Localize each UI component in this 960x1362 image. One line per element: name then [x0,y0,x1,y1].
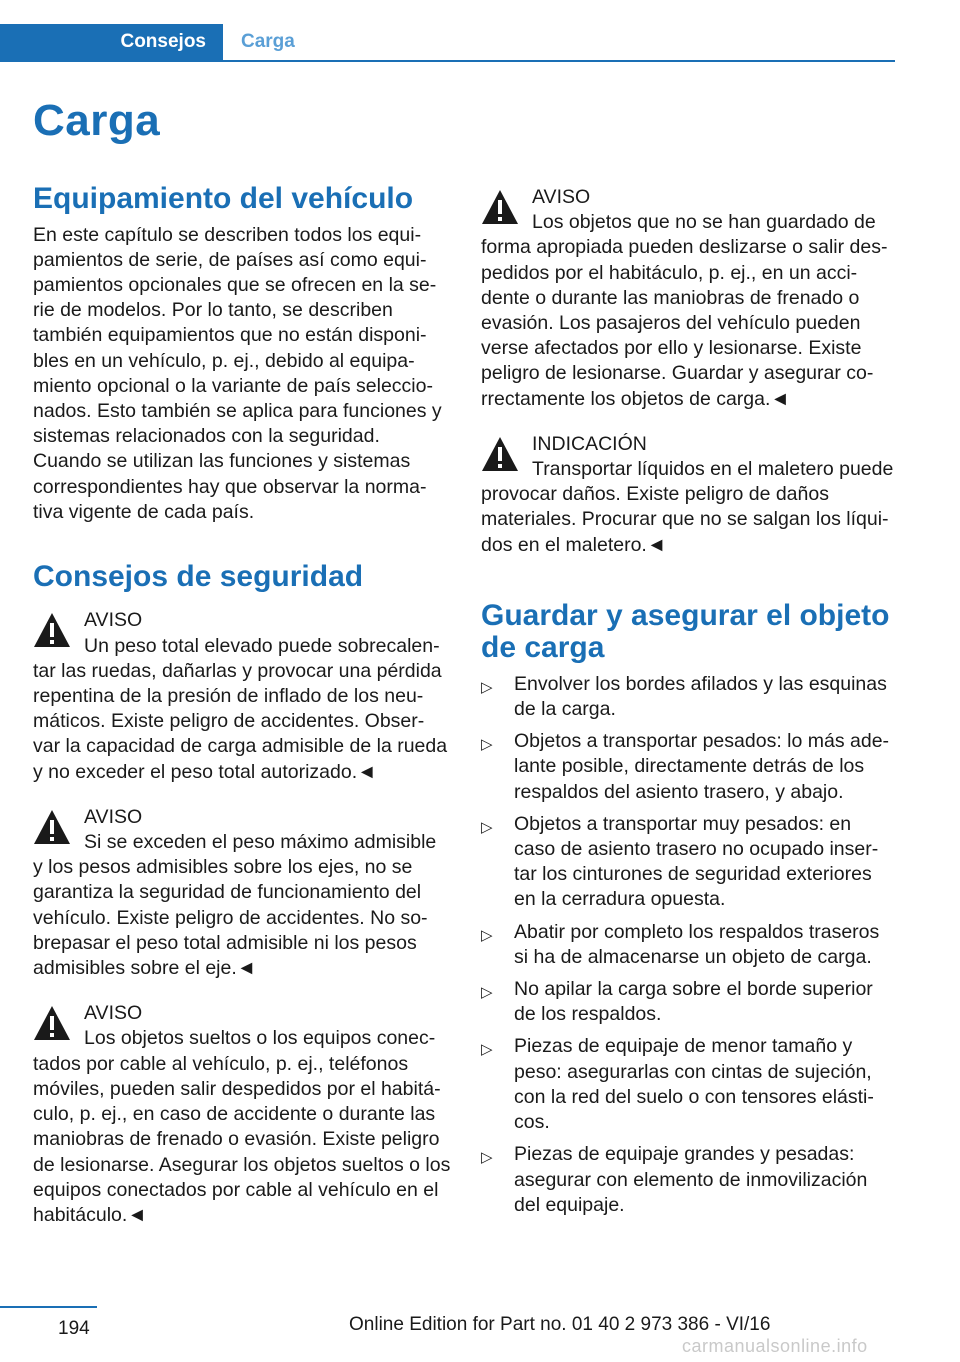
list-item-text: Objetos a transportar pesados: lo más ade-lante posible, directamente detrás de los respaldos del asiento trasero, y abajo. [514,730,890,803]
warning-text: Un peso total elevado puede sobrecalen-tar las ruedas, dañarlas y provocar una pérdida repentina de la presión de inflado de los neu-máticos. Existe peligro de accidentes. Obser-var la capacidad de carga admisible de la rueda y no exceder el peso total autorizado.◄ [33,634,448,783]
list-item-text: Abatir por completo los respaldos traseros si ha de almacenarse un objeto de carga. [514,920,880,968]
warning-block [481,185,896,412]
list-item [481,1034,896,1135]
triangle-bullet-icon: ▷ [481,678,493,696]
section-safety [33,561,451,1228]
right-column [481,185,896,1225]
warning-triangle-icon [33,809,71,845]
footer-divider [0,1306,97,1308]
list-item [481,1142,896,1218]
heading-safety: Consejos de seguridad [33,559,364,593]
warning-triangle-icon [33,612,71,648]
warning-label: AVISO [84,609,143,632]
page-number: 194 [58,1318,90,1339]
triangle-bullet-icon: ▷ [481,984,493,1002]
warning-label: AVISO [84,1002,143,1025]
list-item-text: Objetos a transportar muy pesados: en caso de asiento trasero no ocupado inser-tar los cinturones de seguridad exteriores en la cerradura opuesta. [514,812,879,911]
section-equipment [33,183,451,525]
heading-store-cargo: Guardar y asegurar el objeto de carga [481,598,890,664]
cargo-list [481,672,896,1218]
list-item [481,729,896,805]
tab-current[interactable]: Carga [241,31,295,52]
watermark: carmanualsonline.info [682,1336,868,1356]
warning-label: AVISO [84,805,143,828]
edition-text: Online Edition for Part no. 01 40 2 973 386 - VI/16 [349,1314,771,1335]
triangle-bullet-icon: ▷ [481,736,493,754]
triangle-bullet-icon: ▷ [481,1149,493,1167]
page-title: Carga [33,96,161,145]
warning-block [33,805,451,981]
warning-text: Los objetos sueltos o los equipos conec-tados por cable al vehículo, p. ej., teléfonos móviles, pueden salir despedidos por el habitá-culo, p. ej., en caso de accidente o durante las maniobras de frenado o evasión. Existe peligro de lesionarse. Asegurar los objetos sueltos o los equipos conectados por cable al vehículo en el habitáculo.◄ [33,1027,451,1226]
notice-label: INDICACIÓN [532,432,647,455]
notice-block [481,432,896,558]
list-item-text: No apilar la carga sobre el borde superior de los respaldos. [514,978,873,1026]
section-store-cargo [481,600,896,1218]
list-item [481,977,896,1027]
warning-block [33,1001,451,1228]
triangle-bullet-icon: ▷ [481,1041,493,1059]
header-bar [0,24,895,62]
warning-triangle-icon [481,436,519,472]
warning-label: AVISO [532,186,591,208]
list-item [481,920,896,970]
list-item [481,812,896,913]
left-column [33,183,451,1248]
notice-text: Transportar líquidos en el maletero puede provocar daños. Existe peligro de daños materiales. Procurar que no se salgan los líqui-dos en el maletero.◄ [481,458,894,556]
list-item-text: Envolver los bordes afilados y las esquinas de la carga. [514,672,887,721]
triangle-bullet-icon: ▷ [481,926,493,944]
warning-triangle-icon [481,189,519,225]
triangle-bullet-icon: ▷ [481,818,493,836]
warning-triangle-icon [33,1005,71,1041]
equipment-text: En este capítulo se describen todos los equi-pamientos de serie, de países así como equi-pamientos opcionales que se ofrecen en la se-rie de modelos. Por lo tanto, se describen también equipamientos que no están disponi-bles en un vehículo, p. ej., debido al equipa-miento opcional o la variante de país seleccio-nados. Esto también se aplica para funciones y sistemas relacionados con la seguridad. Cuando se utilizan las funciones y sistemas correspondientes hay que observar la norma-tiva vigente de cada país. [33,223,442,523]
tab-section[interactable]: Consejos [0,24,223,60]
list-item-text: Piezas de equipaje grandes y pesadas: asegurar con elemento de inmovilización del equipaje. [514,1143,868,1216]
list-item [481,672,896,722]
list-item-text: Piezas de equipaje de menor tamaño y peso: asegurarlas con cintas de sujeción, con la red del suelo o con tensores elásti-cos. [514,1035,874,1134]
heading-equipment: Equipamiento del vehículo [33,182,414,215]
warning-text: Si se exceden el peso máximo admisible y los pesos admisibles sobre los ejes, no se garantiza la seguridad de funcionamiento del vehículo. Existe peligro de accidentes. No so-brepasar el peso total admisible ni los pesos admisibles sobre el eje.◄ [33,831,437,980]
warning-text: Los objetos que no se han guardado de forma apropiada pueden deslizarse o salir des-pedidos por el habitáculo, p. ej., en un acci-dente o durante las maniobras de frenado o evasión. Los pasajeros del vehículo pueden verse afectados por ello y lesionarse. Existe peligro de lesionarse. Guardar y asegurar co-rrectamente los objetos de carga.◄ [481,211,888,410]
warning-block [33,608,451,784]
